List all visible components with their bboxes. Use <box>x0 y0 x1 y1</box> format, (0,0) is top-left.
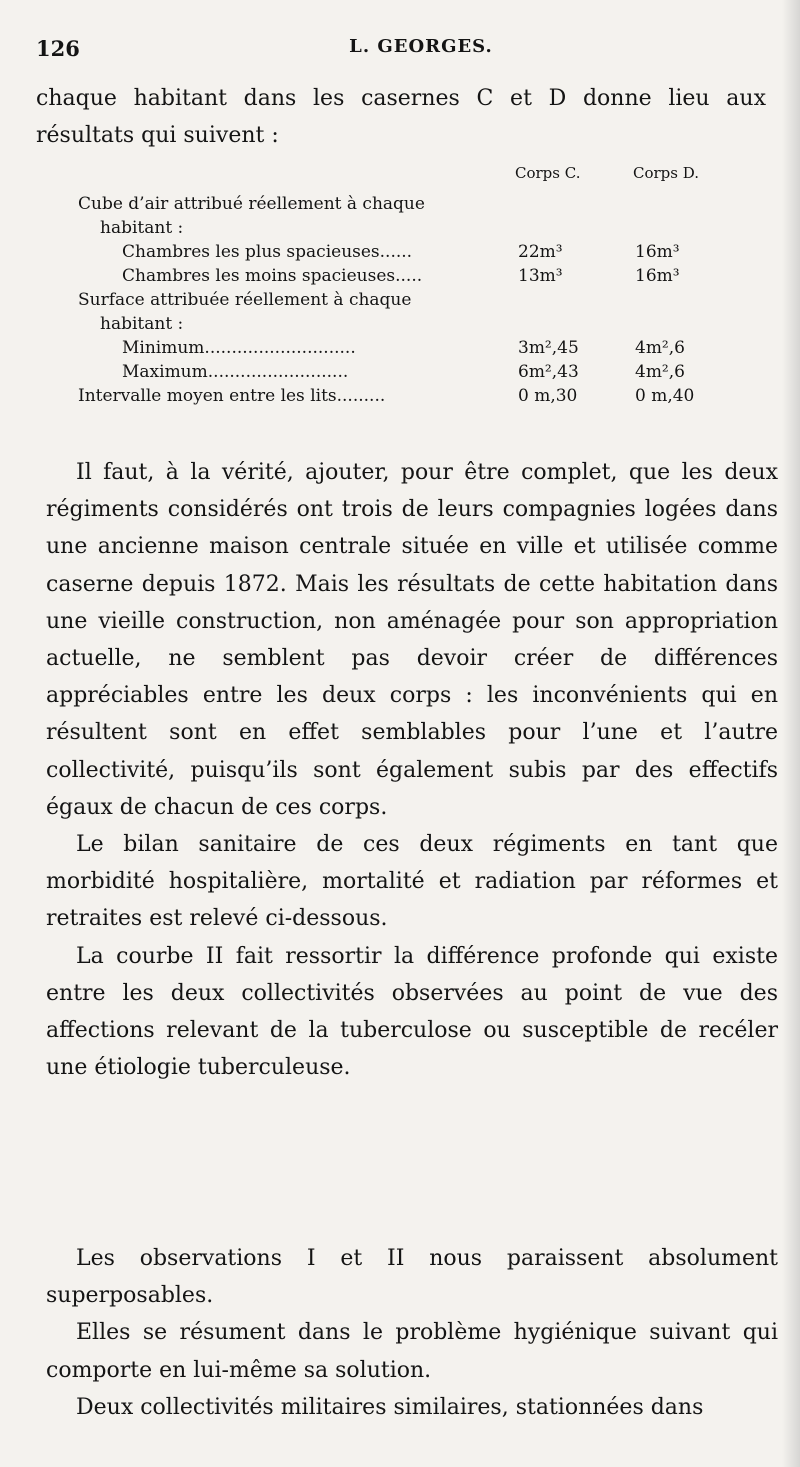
table-row <box>78 242 718 266</box>
table-row <box>78 194 718 218</box>
intro-paragraph: chaque habitant dans les casernes C et D donne lieu aux résultats qui suivent : <box>36 86 766 148</box>
value-corps-d: 16m³ <box>635 242 680 262</box>
value-corps-d: 4m²,6 <box>635 362 685 382</box>
table-row <box>78 218 718 242</box>
table-row <box>78 362 718 386</box>
paragraph: Elles se résument dans le problème hygiénique suivant qui comporte en lui-même sa solution. <box>46 1320 778 1383</box>
table-row <box>78 386 718 410</box>
row-label: habitant : <box>100 314 184 334</box>
value-corps-c: 22m³ <box>518 242 563 262</box>
row-label: Maximum.......................... <box>122 362 349 382</box>
closing-text-block <box>46 1240 778 1426</box>
row-label: habitant : <box>100 218 184 238</box>
value-corps-c: 0 m,30 <box>518 386 578 406</box>
row-label: Surface attribuée réellement à chaque <box>78 290 412 310</box>
value-corps-c: 13m³ <box>518 266 563 286</box>
row-label: Chambres les plus spacieuses...... <box>122 242 413 262</box>
paragraph: Le bilan sanitaire de ces deux régiments en tant que morbidité hospitalière, mortalité et radiation par réformes et retraites est relevé ci-dessous. <box>46 832 778 932</box>
row-label: Chambres les moins spacieuses..... <box>122 266 423 286</box>
table-row <box>78 314 718 338</box>
main-text-block <box>46 454 778 1086</box>
row-label: Minimum............................ <box>122 338 356 358</box>
column-header-corps-c: Corps C. <box>515 164 581 182</box>
table-row <box>78 290 718 314</box>
table-row <box>78 266 718 290</box>
value-corps-d: 4m²,6 <box>635 338 685 358</box>
page-edge-shadow <box>782 0 800 1467</box>
value-corps-d: 16m³ <box>635 266 680 286</box>
paragraph: Les observations I et II nous paraissent absolument superposables. <box>46 1246 778 1309</box>
running-head: L. GEORGES. <box>349 36 493 57</box>
row-label: Cube d’air attribué réellement à chaque <box>78 194 425 214</box>
value-corps-d: 0 m,40 <box>635 386 695 406</box>
row-label: Intervalle moyen entre les lits......... <box>78 386 386 406</box>
value-corps-c: 6m²,43 <box>518 362 579 382</box>
column-header-corps-d: Corps D. <box>633 164 700 182</box>
paragraph: La courbe II fait ressortir la différence profonde qui existe entre les deux collectivités observées au point de vue des affections relevant de la tuberculose ou susceptible de recéler une étiologie tuberculeuse. <box>46 943 778 1081</box>
page-number: 126 <box>36 36 80 61</box>
page-header <box>36 36 766 66</box>
table-row <box>78 338 718 362</box>
value-corps-c: 3m²,45 <box>518 338 579 358</box>
paragraph: Deux collectivités militaires similaires, stationnées dans <box>76 1394 704 1420</box>
paragraph: Il faut, à la vérité, ajouter, pour être complet, que les deux régiments considérés ont trois de leurs compagnies logées dans une ancienne maison centrale située en ville et utilisée comme caserne depuis 1872. Mais les résultats de cette habitation dans une vieille construction, non aménagée pour son appropriation actuelle, ne semblent pas devoir créer de différences appréciables entre les deux corps : les inconvénients qui en résultent sont en effet semblables pour l’une et l’autre collectivité, puisqu’ils sont également subis par des effectifs égaux de chacun de ces corps. <box>46 460 778 820</box>
